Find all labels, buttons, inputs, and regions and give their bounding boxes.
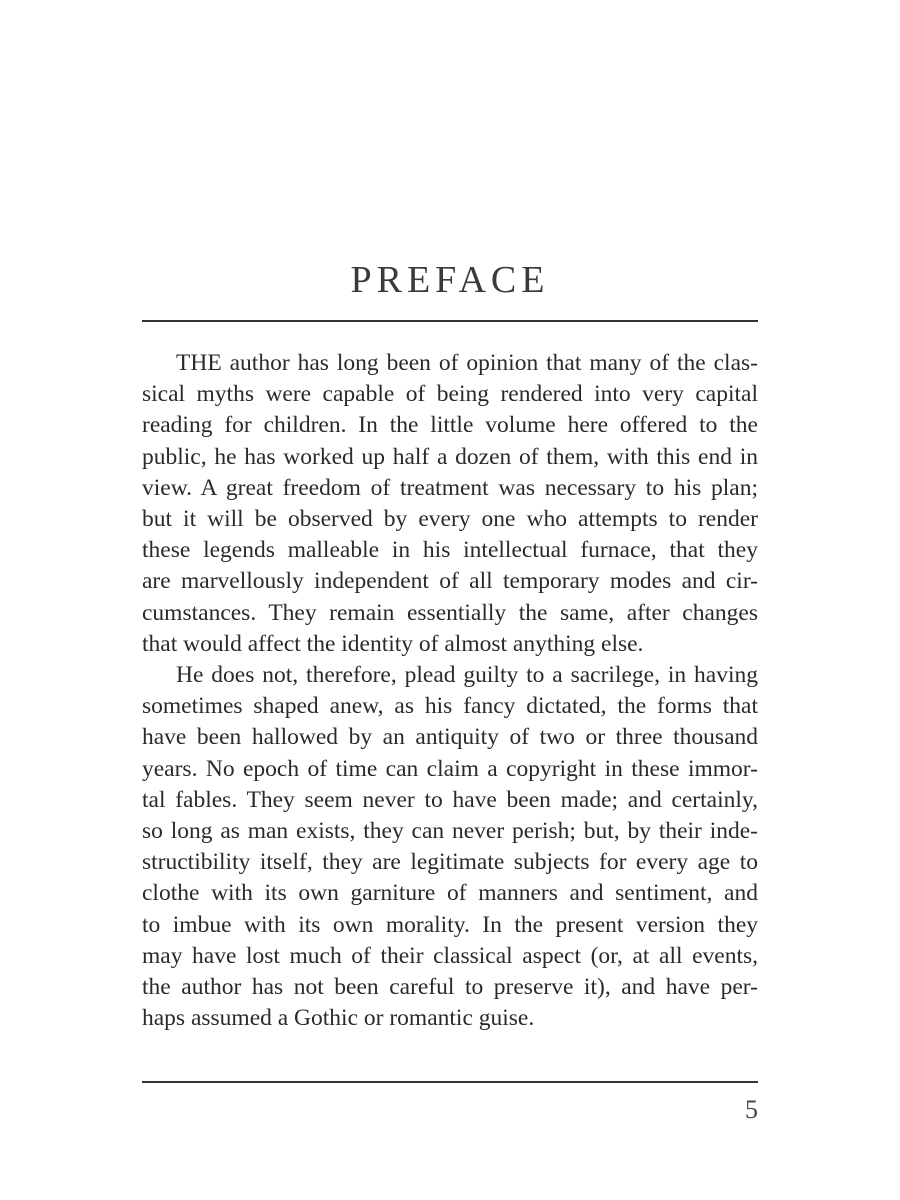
paragraph-1 bbox=[142, 348, 758, 660]
text-line: THE author has long been of opinion that many of the clas- bbox=[176, 350, 758, 376]
preface-body bbox=[142, 348, 758, 1034]
page-title: PREFACE bbox=[350, 259, 550, 301]
text-line: sometimes shaped anew, as his fancy dictated, the forms that bbox=[142, 693, 758, 720]
top-rule bbox=[142, 320, 758, 322]
text-line: the author has not been careful to preserve it), and have per- bbox=[142, 974, 758, 1001]
text-line: sical myths were capable of being rendered into very capital bbox=[142, 381, 758, 408]
text-line: reading for children. In the little volume here offered to the bbox=[142, 412, 758, 439]
text-line: to imbue with its own morality. In the present version they bbox=[142, 911, 758, 938]
text-line: He does not, therefore, plead guilty to a sacrilege, in having bbox=[176, 662, 758, 689]
text-line: that would affect the identity of almost anything else. bbox=[142, 630, 644, 657]
text-line: clothe with its own garniture of manners and sentiment, and bbox=[142, 880, 758, 907]
text-line: years. No epoch of time can claim a copyright in these immor- bbox=[142, 755, 758, 782]
text-line: tal fables. They seem never to have been made; and certainly, bbox=[142, 786, 758, 813]
page-number: 5 bbox=[745, 1095, 758, 1124]
text-line: so long as man exists, they can never perish; but, by their inde- bbox=[142, 818, 758, 845]
text-line: cumstances. They remain essentially the same, after changes bbox=[142, 599, 758, 626]
text-line: these legends malleable in his intellectual furnace, that they bbox=[142, 537, 758, 564]
text-line: structibility itself, they are legitimate subjects for every age to bbox=[142, 849, 758, 876]
bottom-rule bbox=[142, 1081, 758, 1083]
text-line: but it will be observed by every one who attempts to render bbox=[142, 506, 758, 533]
text-line: view. A great freedom of treatment was necessary to his plan; bbox=[142, 474, 758, 501]
text-line: have been hallowed by an antiquity of two or three thousand bbox=[142, 724, 758, 751]
text-line: may have lost much of their classical aspect (or, at all events, bbox=[142, 942, 758, 969]
text-line: public, he has worked up half a dozen of them, with this end in bbox=[142, 443, 758, 470]
paragraph-2 bbox=[142, 660, 758, 1034]
text-line: are marvellously independent of all temporary modes and cir- bbox=[142, 568, 758, 595]
text-line: haps assumed a Gothic or romantic guise. bbox=[142, 1005, 535, 1032]
